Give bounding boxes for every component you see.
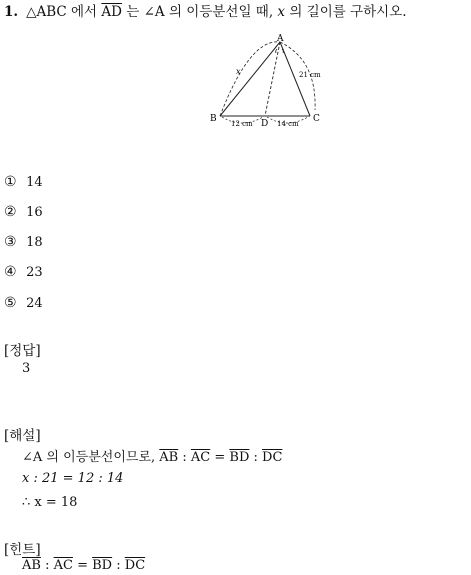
label-dc: 14 cm (277, 120, 299, 128)
answer-value: 3 (22, 361, 31, 376)
choice-4[interactable]: ④ 23 (4, 264, 43, 280)
choice-2[interactable]: ② 16 (4, 204, 43, 220)
answer-heading: [정답] (4, 343, 41, 359)
question-number: 1. (4, 4, 19, 20)
hint-heading: [힌트] (4, 542, 41, 558)
label-b: B (210, 114, 217, 124)
label-bd: 12 cm (231, 120, 253, 128)
label-x: x (236, 67, 241, 76)
explanation-line-1: ∠A 의 이등분선이므로, $\overline{AB}$ : $\overline{AC} = \overline{BD}$ : $\overline{DC}$ (22, 450, 283, 465)
bisector-ad (265, 42, 280, 116)
explanation-line-2: x : 21 = 12 : 14 (22, 471, 124, 486)
side-ab (220, 42, 280, 116)
label-d: D (261, 119, 269, 128)
explanation-heading: [해설] (4, 428, 41, 444)
angle-mark-1 (276, 49, 277, 53)
label-ac: 21 cm (299, 71, 321, 79)
label-a: A (277, 34, 284, 44)
label-c: C (313, 114, 320, 124)
hint-line: $\overline{AB}$ : $\overline{AC} = \overline{BD}$ : $\overline{DC}$ (22, 558, 146, 573)
choice-3[interactable]: ③ 18 (4, 234, 43, 250)
choice-5[interactable]: ⑤ 24 (4, 295, 43, 311)
explanation-line-3: ∴ x = 18 (22, 495, 78, 510)
question-text: 1. △ABC 에서 $\overline{AD}$ 는 ∠A 의 이등분선일 때, x 의 길이를 구하시오. (4, 4, 407, 20)
segment-ad: $\overline{AD}$ (101, 4, 122, 20)
triangle-figure (205, 30, 330, 128)
side-ac (280, 42, 310, 116)
choice-1[interactable]: ① 14 (4, 174, 43, 190)
